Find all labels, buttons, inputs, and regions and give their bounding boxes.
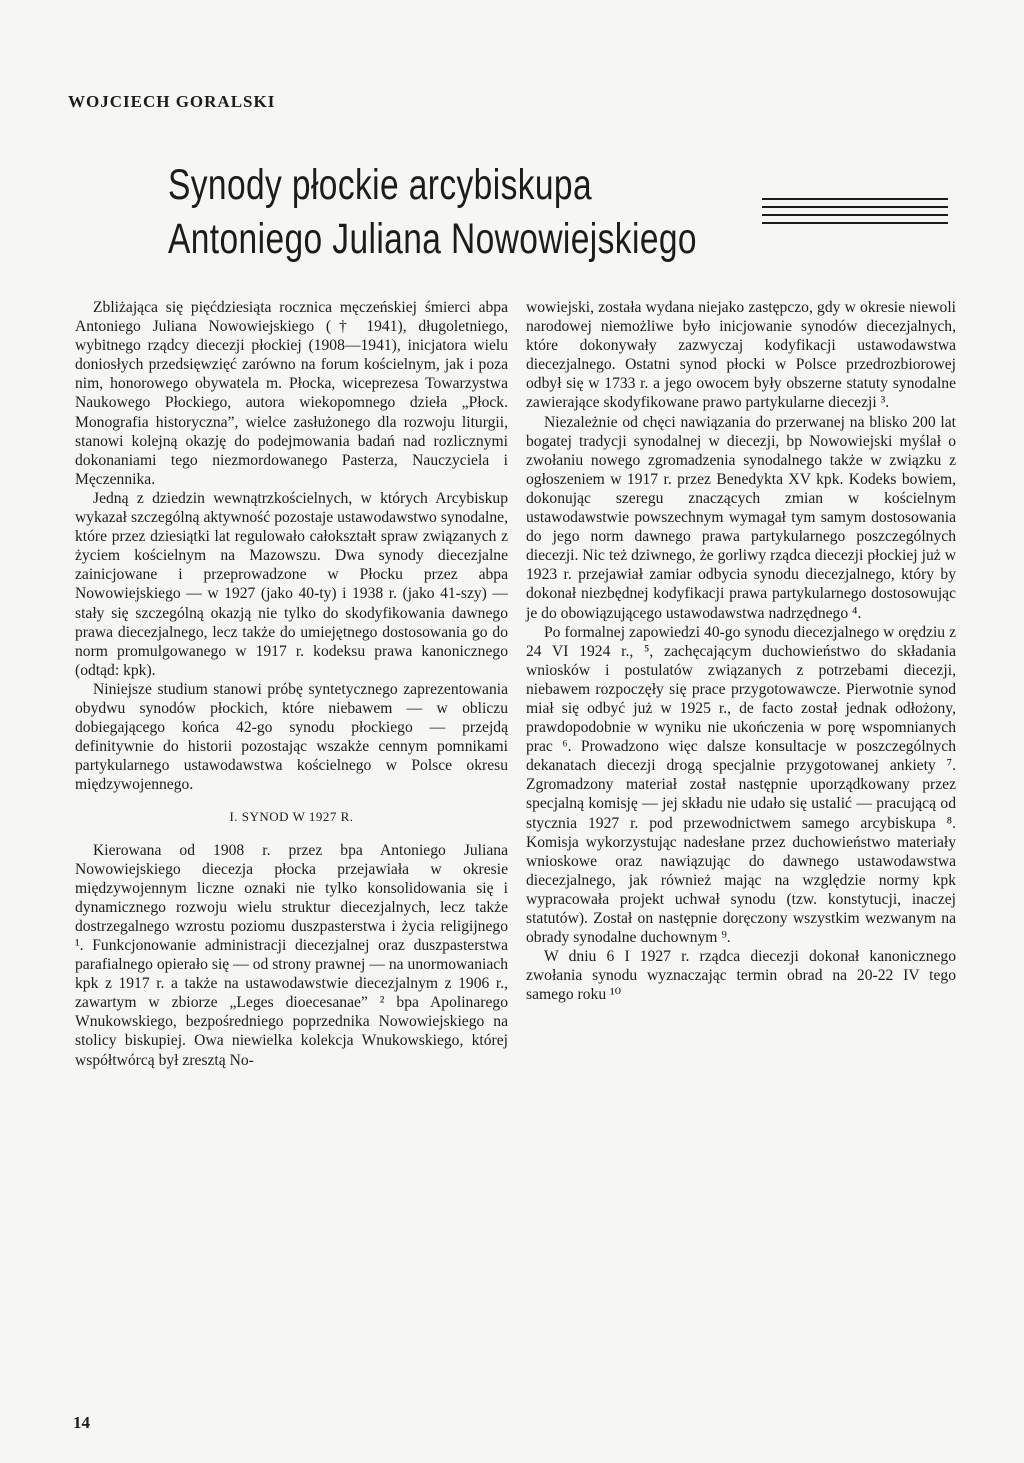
title-line-2: Antoniego Juliana Nowowiejskiego bbox=[168, 215, 697, 263]
section-heading: I. SYNOD W 1927 R. bbox=[229, 809, 354, 825]
article-title bbox=[168, 158, 768, 266]
paragraph: wowiejski, została wydana niejako zastępczo, gdy w okresie niewoli narodowej niemożliwe było inicjowanie synodów diecezjalnych, które dokonywały zazwyczaj kodyfikacji ustawodawstwa diecezjalnego. Ostatni synod płocki w Polsce przedrozbiorowej odbył się w 1733 r. a jego owocem były obszerne statuty synodalne zawierające skodyfikowane prawo partykularne diecezji ³. bbox=[526, 299, 956, 412]
left-column bbox=[75, 298, 508, 1070]
paragraph: Po formalnej zapowiedzi 40-go synodu diecezjalnego w orędziu z 24 VI 1924 r., ⁵, zachęcającym duchowieństwo do składania wniosków i postulatów związanych z potrzebami diecezji, niebawem rozpoczęły się prace przygotowawcze. Pierwotnie synod miał się odbyć już w 1925 r., de facto został jednak odłożony, prawdopodobnie w wyniku nie ukończenia w porę wspomnianych prac ⁶. Prowadzono więc dalsze konsultacje w poszczególnych dekanatach diecezji drogą specjalnie przygotowanej ankiety ⁷. Zgromadzony materiał został następnie uporządkowany przez specjalną komisję — jej składu nie udało się ustalić — pracującą od stycznia 1927 r. pod przewodnictwem samego arcybiskupa ⁸. Komisja wykorzystując nadesłane przez duchowieństwo materiały wnioskowe oraz nawiązując do dawnego ustawodawstwa diecezjalnego, jak również mając na względzie normy kpk wypracowała projekt uchwał synodu (tzw. konstytucji, inaczej statutów). Został on następnie doręczony wszystkim wezwanym na obrady synodalne duchownym ⁹. bbox=[526, 623, 956, 947]
rule-line bbox=[762, 206, 948, 208]
right-column bbox=[526, 298, 956, 1004]
title-line-1: Synody płockie arcybiskupa bbox=[168, 161, 593, 209]
paragraph: Niezależnie od chęci nawiązania do przerwanej na blisko 200 lat bogatej tradycji synodalnej w diecezji, bp Nowowiejski myślał o zwołaniu nowego zgromadzenia synodalnego także w związku z ogłoszeniem w 1917 r. przez Benedykta XV kpk. Kodeks bowiem, dokonując szeregu znaczących zmian w kościelnym ustawodawstwie powszechnym wymagał tym samym dostosowania do jego norm dawnego prawa partykularnego poszczególnych diecezji. Nic też dziwnego, że gorliwy rządca diecezji płockiej już w 1923 r. przejawiał zamiar odbycia synodu diecezjalnego, który by dokonał niezbędnej kodyfikacji prawa partykularnego dostosowując je do obowiązującego ustawodawstwa nadrzędnego ⁴. bbox=[526, 413, 956, 622]
rule-line bbox=[762, 214, 948, 216]
paragraph: Zbliżająca się pięćdziesiąta rocznica męczeńskiej śmierci abpa Antoniego Juliana Nowowiejskiego († 1941), długoletniego, wybitnego rządcy diecezji płockiej (1908—1941), inicjatora wielu doniosłych przedsięwzięć zarówno na forum kościelnym, jak i poza nim, honorowego obywatela m. Płocka, wiceprezesa Towarzystwa Naukowego Płockiego, autora wiekopomnego dzieła „Płock. Monografia historyczna”, wielce zasłużonego dla rozwoju liturgii, stanowi kolejną okazję do podejmowania badań nad rozlicznymi dokonaniami tego niezmordowanego Pasterza, Nauczyciela i Męczennika. bbox=[75, 299, 508, 488]
page-number: 14 bbox=[73, 1413, 90, 1432]
author-name: WOJCIECH GORALSKI bbox=[68, 92, 276, 111]
paragraph: Niniejsze studium stanowi próbę syntetycznego zaprezentowania obydwu synodów płockich, które niebawem — w obliczu dobiegającego końca 42-go synodu płockiego — przejdą definitywnie do historii pozostając wszakże cennym pomnikami partykularnego ustawodawstwa kościelnego w Polsce okresu międzywojennego. bbox=[75, 680, 508, 794]
decorative-rules bbox=[762, 198, 948, 242]
paragraph: Jedną z dziedzin wewnątrzkościelnych, w których Arcybiskup wykazał szczególną aktywność pozostaje ustawodawstwo synodalne, które przez dziesiątki lat regulowało całokształt spraw związanych z życiem kościelnym na Mazowszu. Dwa synody diecezjalne zainicjowane i przeprowadzone w Płocku przez abpa Nowowiejskiego — w 1927 (jako 40-ty) i 1938 r. (jako 41-szy) — stały się szczególną okazją nie tylko do skodyfikowania dawnego prawa diecezjalnego, lecz także do umiejętnego dostosowania go do norm promulgowanego w 1917 r. kodeksu prawa kanonicznego (odtąd: kpk). bbox=[75, 489, 508, 679]
rule-line bbox=[762, 222, 948, 224]
rule-line bbox=[762, 198, 948, 200]
paragraph: Kierowana od 1908 r. przez bpa Antoniego Juliana Nowowiejskiego diecezja płocka przejawiała w okresie międzywojennym liczne oznaki nie tylko konsolidowania się i dynamicznego rozwoju wielu struktur diecezjalnych, lecz także dostrzegalnego wzrostu poziomu duszpasterstwa i życia religijnego ¹. Funkcjonowanie administracji diecezjalnej oraz duszpasterstwa parafialnego opierało się — od strony prawnej — na unormowaniach kpk z 1917 r. a także na ustawodawstwie diecezjalnym z 1906 r., zawartym w zbiorze „Leges dioecesanae” ² bpa Apolinarego Wnukowskiego, bezpośredniego poprzednika Nowowiejskiego na stolicy biskupiej. Owa niewielka kolekcja Wnukowskiego, której współtwórcą był zresztą No- bbox=[75, 841, 508, 1069]
paragraph: W dniu 6 I 1927 r. rządca diecezji dokonał kanonicznego zwołania synodu wyznaczając termin obrad na 20-22 IV tego samego roku ¹⁰ bbox=[526, 948, 956, 1004]
